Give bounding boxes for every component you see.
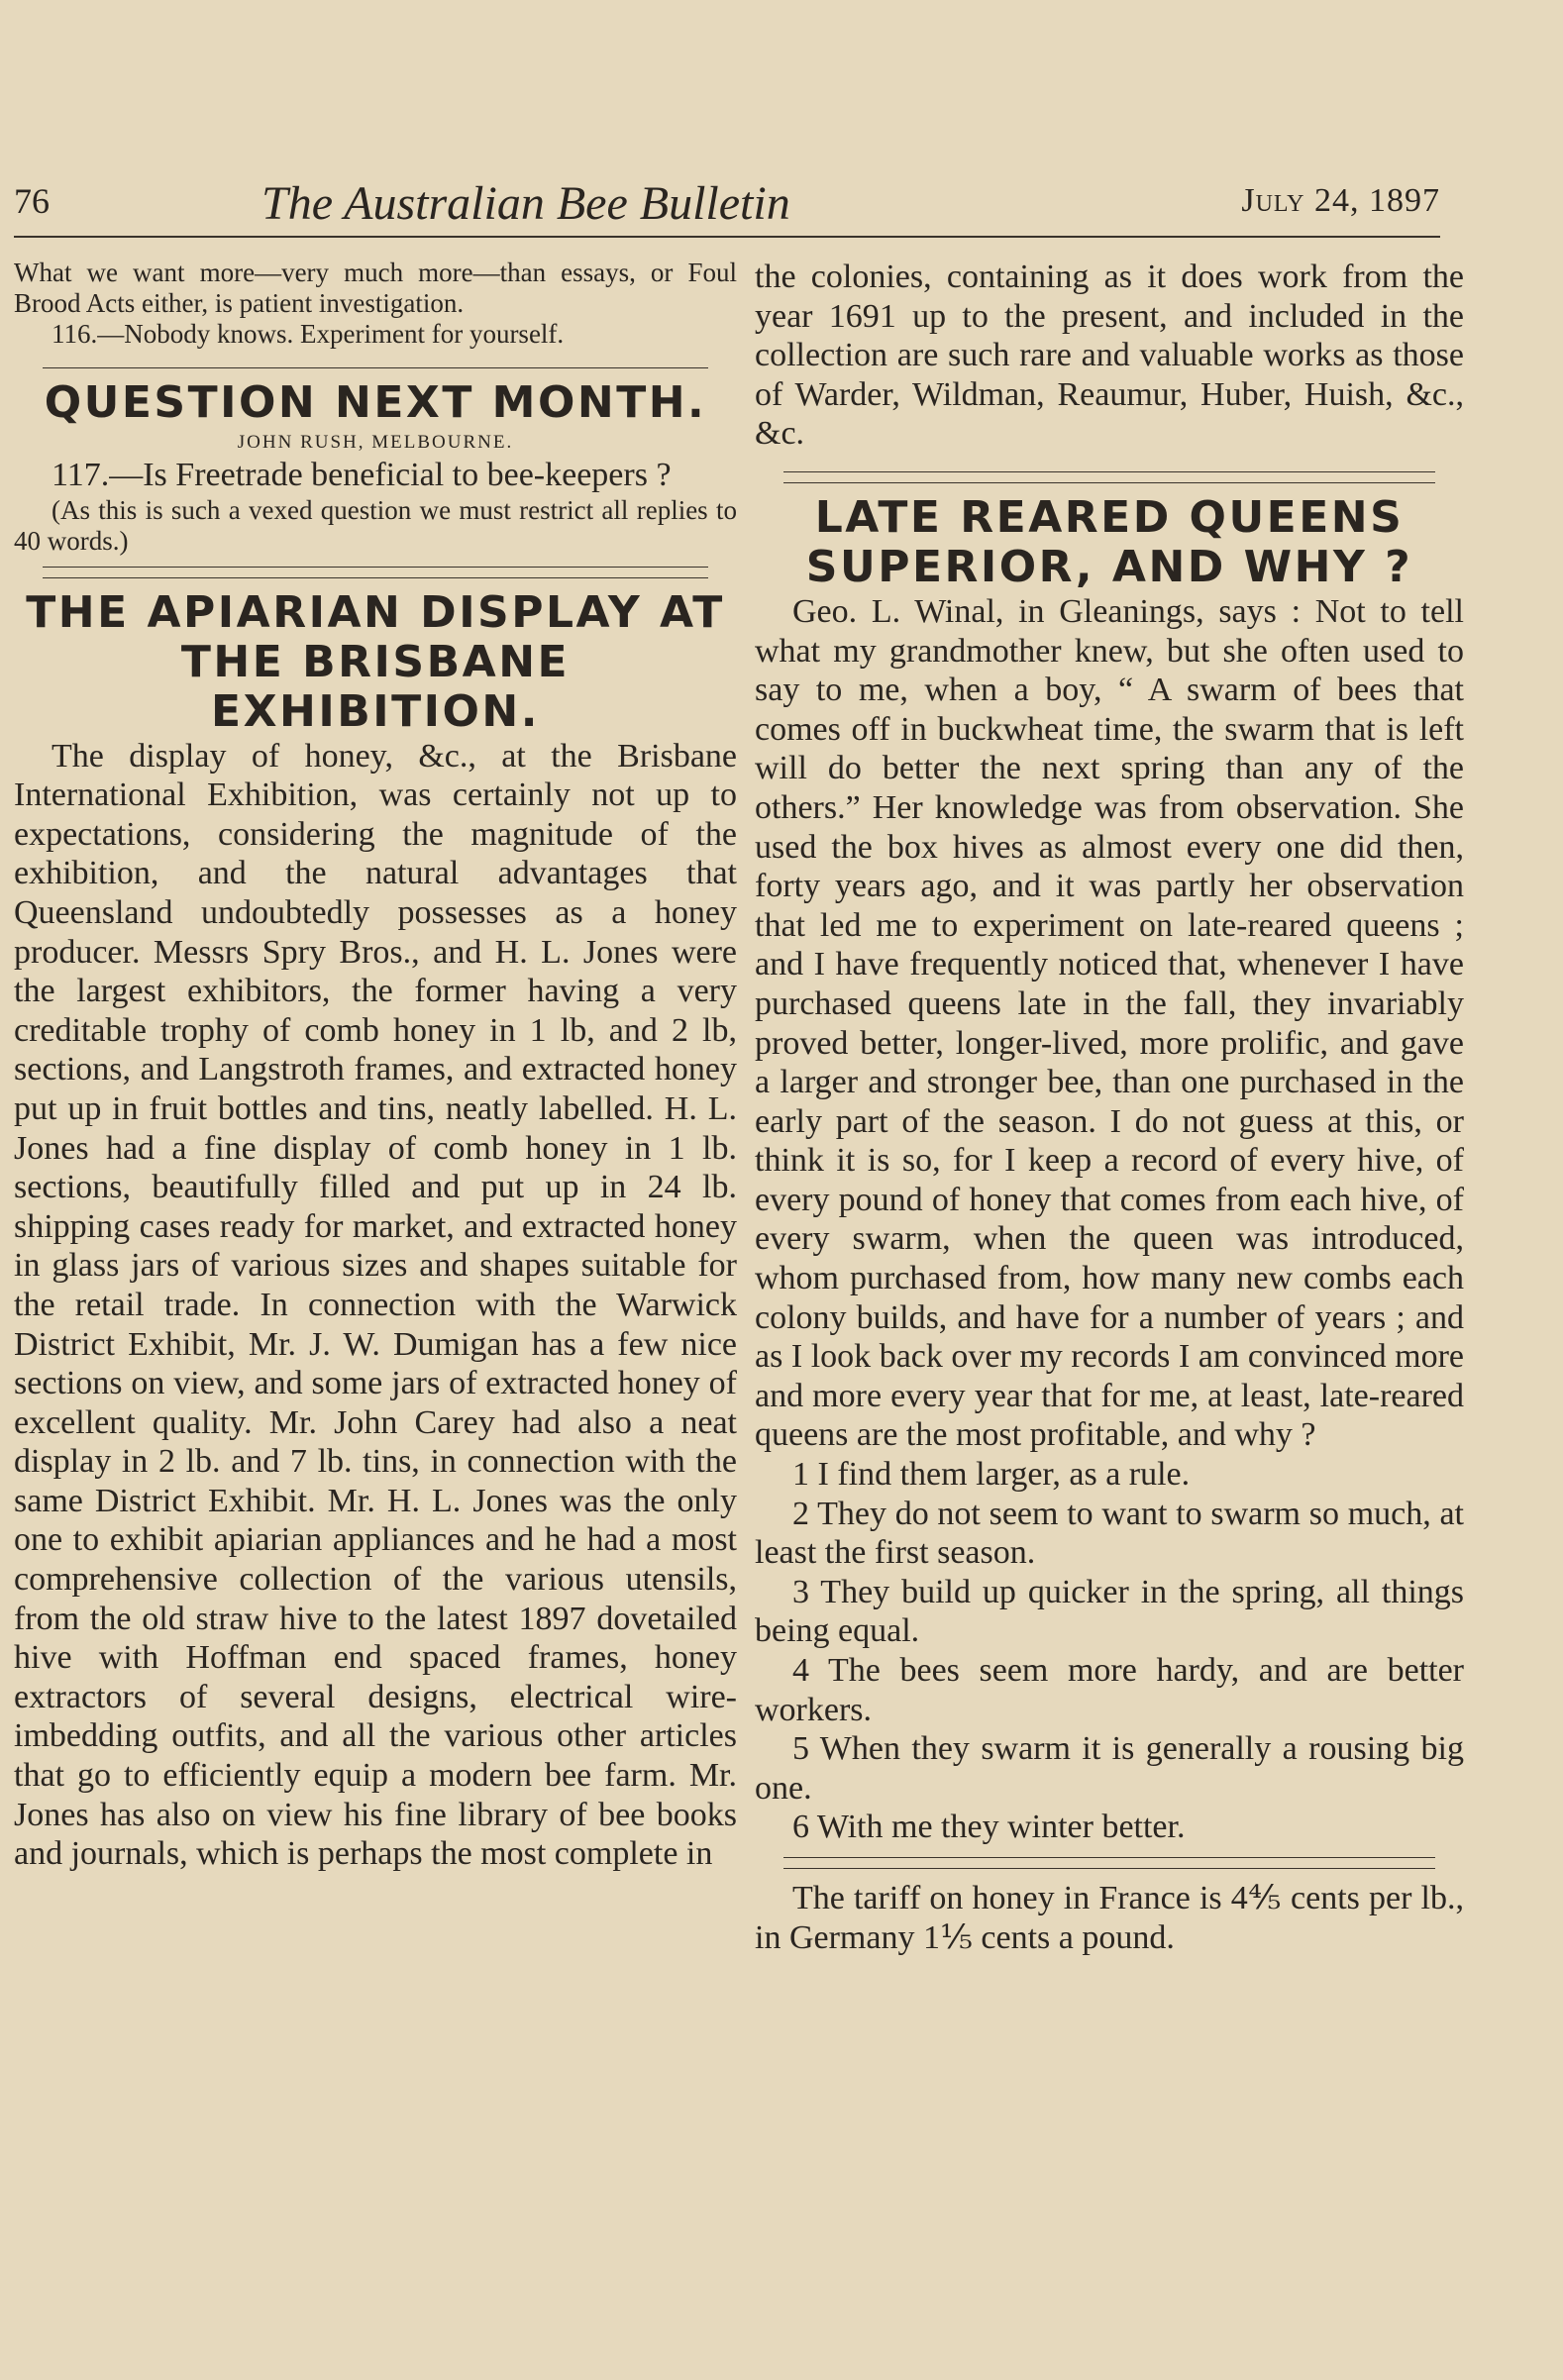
queens-heading-line-2: SUPERIOR, AND WHY ?	[805, 541, 1413, 592]
question-note: (As this is such a vexed question we must restrict all replies to 40 words.)	[14, 494, 737, 556]
page-header	[14, 176, 1440, 232]
display-article-text: The display of honey, &c., at the Brisbane International Exhibition, was certainly not up to expectations, considering the magnitude of the exhibition, and the natural advantages that Queensland undoubtedly possesses as a honey producer. Messrs Spry Bros., and H. L. Jones were the largest exhibitors, the former having a very creditable trophy of comb honey in 1 lb, and 2 lb, sections, and Langstroth frames, and extracted honey put up in fruit bottles and tins, neatly labelled. H. L. Jones had a fine display of comb honey in 1 lb. sections, beautifully filled and put up in 24 lb. shipping cases ready for market, and extracted honey in glass jars of various sizes and shapes suitable for the retail trade. In connection with the Warwick District Exhibit, Mr. J. W. Dumigan has a few nice sections on view, and some jars of extracted honey of excellent quality. Mr. John Carey had also a neat display in 2 lb. and 7 lb. tins, in connection with the same District Exhibit. Mr. H. L. Jones was the only one to exhibit apiarian appliances and he had a most comprehensive collection of the various utensils, from the old straw hive to the latest 1897 dovetailed hive with Hoffman end spaced frames, honey extractors of several designs, electrical wire-imbedding outfits, and all the various other articles that go to efficiently equip a modern bee farm. Mr. Jones has also on view his fine library of bee books and journals, which is perhaps the most complete in	[14, 737, 737, 1873]
question-heading: QUESTION NEXT MONTH.	[44, 377, 707, 428]
display-heading-line-2: THE BRISBANE EXHIBITION.	[180, 636, 571, 737]
list-item: 1 I find them larger, as a rule.	[792, 1456, 1191, 1494]
list-item: 5 When they swarm it is generally a rousing big one.	[755, 1730, 1464, 1807]
continued-text: the colonies, containing as it does work from the year 1691 up to the present, and included in the collection are such rare and valuable works as those of Warder, Wildman, Reaumur, Huber, Huish, &c., &c.	[755, 259, 1464, 453]
intro-paragraph: What we want more—very much more—than essays, or Foul Brood Acts either, is patient investigation.	[14, 258, 737, 318]
issue-date: July 24, 1897	[1241, 182, 1440, 219]
section-divider	[43, 567, 708, 578]
display-heading-line-1: THE APIARIAN DISPLAY AT	[26, 586, 725, 638]
list-item: 3 They build up quicker in the spring, all things being equal.	[755, 1573, 1464, 1650]
question-117: 117.—Is Freetrade beneficial to bee-keepers ?	[52, 457, 672, 493]
publication-title: The Australian Bee Bulletin	[261, 177, 790, 230]
header-rule	[14, 236, 1440, 238]
section-divider	[783, 1857, 1436, 1869]
reasons-list	[755, 1455, 1464, 1847]
answer-116: 116.—Nobody knows. Experiment for yourself.	[52, 319, 565, 349]
right-column	[755, 258, 1464, 1957]
queens-article-text: Geo. L. Winal, in Gleanings, says : Not to tell what my grandmother knew, but she often used to say to me, when a boy, “ A swarm of bees that comes off in buckwheat time, the swarm that is left will do better the next spring than any of the others.” Her knowledge was from observation. She used the box hives as almost every one did then, forty years ago, and it was partly her observation that led me to experiment on late-reared queens ; and I have frequently noticed that, whenever I have purchased queens late in the fall, they invariably proved better, longer-lived, more prolific, and gave a larger and stronger bee, than one purchased in the early part of the season. I do not guess at this, or think it is so, for I keep a record of every hive, of every pound of honey that comes from each hive, of every swarm, when the queen was introduced, whom purchased from, how many new combs each colony builds, and have for a number of years ; and as I look back over my records I am convinced more and more every year that for me, at least, late-reared queens are the most profitable, and why ?	[755, 592, 1464, 1454]
list-item: 6 With me they winter better.	[792, 1809, 1186, 1846]
question-author: JOHN RUSH, MELBOURNE.	[237, 432, 514, 453]
list-item: 2 They do not seem to want to swarm so much, at least the first season.	[755, 1495, 1464, 1572]
queens-heading-line-1: LATE REARED QUEENS	[814, 491, 1405, 543]
list-item: 4 The bees seem more hardy, and are better workers.	[755, 1652, 1464, 1728]
tariff-note: The tariff on honey in France is 4⅘ cents per lb., in Germany 1⅕ cents a pound.	[755, 1879, 1464, 1956]
section-divider	[783, 471, 1436, 483]
left-column	[14, 258, 737, 1874]
page-number: 76	[14, 181, 50, 221]
